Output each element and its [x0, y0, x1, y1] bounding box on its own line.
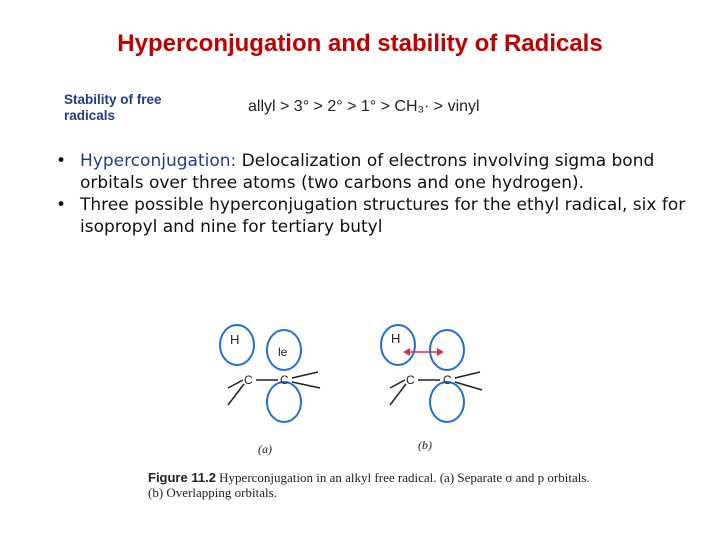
bullet-dot-icon: •	[56, 195, 67, 215]
figure-caption	[148, 470, 598, 500]
bond-line	[228, 380, 243, 388]
arrowhead-left-icon	[403, 348, 410, 356]
bullet-text: Delocalization of electrons involving sigma bond orbitals over three atoms (two carbons and one hydrogen).	[80, 151, 655, 193]
panel-a	[220, 325, 320, 456]
bullet-text: Three possible hyperconjugation structures for the ethyl radical, six for isopropyl and nine for tertiary butyl	[80, 195, 686, 237]
atom-c-label: C	[406, 373, 415, 387]
stability-order: allyl > 3° > 2° > 1° > CH₃· > vinyl	[248, 98, 480, 115]
figure-number: Figure 11.2	[148, 470, 216, 485]
electron-label: le	[278, 345, 288, 359]
atom-c-label: C	[280, 373, 289, 387]
bond-line	[455, 372, 480, 378]
atom-c-label: C	[244, 373, 253, 387]
atom-h-label: H	[391, 331, 401, 346]
panel-b	[381, 325, 482, 452]
panel-a-label: (a)	[258, 442, 272, 456]
atom-h-label: H	[230, 332, 240, 347]
p-orbital-bottom-b	[430, 382, 464, 422]
p-orbital-bottom-a	[267, 382, 301, 422]
bullet-list	[50, 150, 690, 238]
stability-label: Stability of free radicals	[64, 92, 162, 123]
panel-b-label: (b)	[418, 438, 432, 452]
p-orbital-top-b	[430, 330, 464, 370]
atom-c-label: C	[443, 373, 452, 387]
figure-caption-text: Hyperconjugation in an alkyl free radical. (a) Separate σ and p orbitals. (b) Overlapping orbitals.	[148, 470, 590, 500]
bullet-item-hyperconjugation	[50, 150, 690, 194]
bond-line	[292, 372, 318, 378]
bullet-item-structures	[50, 194, 690, 238]
page-title: Hyperconjugation and stability of Radicals	[117, 30, 603, 57]
arrowhead-right-icon	[437, 348, 444, 356]
bullet-term: Hyperconjugation:	[80, 151, 237, 171]
bullet-dot-icon: •	[56, 151, 67, 171]
bond-line	[390, 380, 405, 388]
